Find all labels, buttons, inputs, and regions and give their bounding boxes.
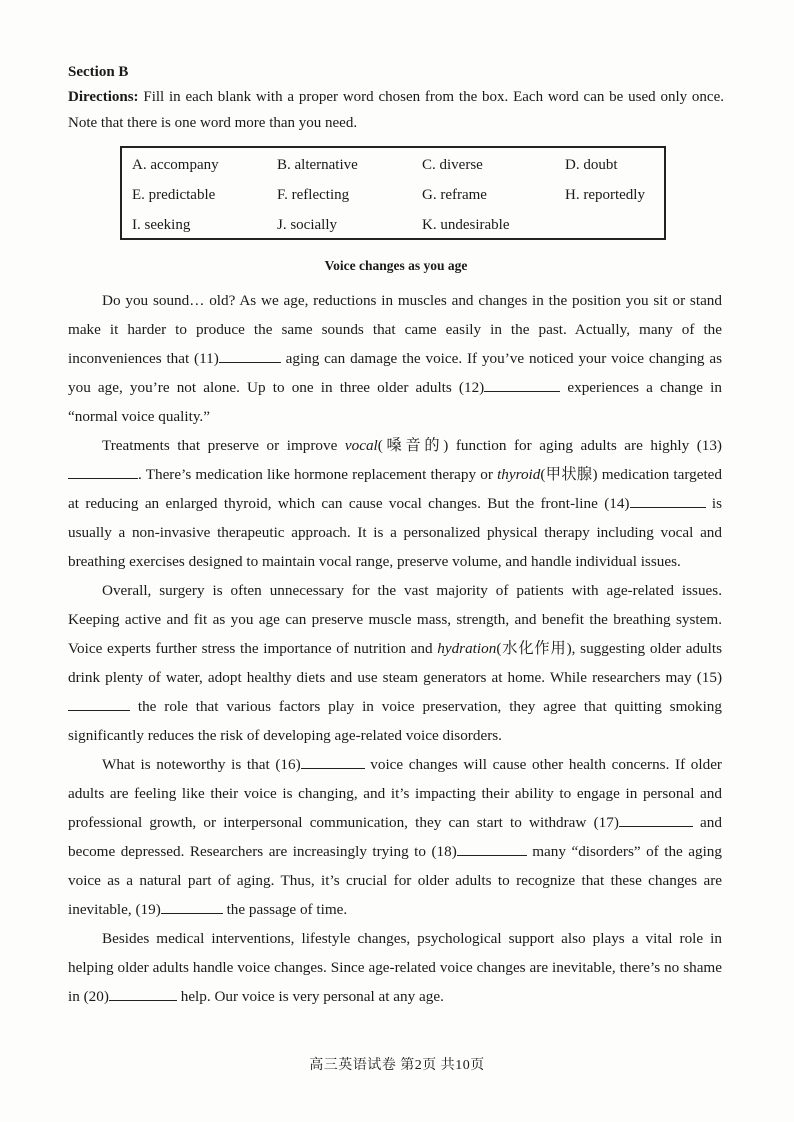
term-italic: hydration — [437, 640, 497, 657]
paragraph-text: Overall, surgery is often unnecessary for the vast majority of patients with age-related issues. Keeping active and fit as you age can preserve muscle mass, strength, and benefit the breathing system. Voice experts further stress the importance of nutrition and — [68, 582, 722, 657]
blank-11[interactable] — [219, 348, 281, 363]
term-gloss: (甲状腺) — [540, 466, 598, 483]
word-option: C. diverse — [422, 157, 483, 173]
blank-13[interactable] — [68, 464, 138, 479]
paragraph-3 — [68, 576, 722, 750]
paragraph-text: function for aging adults are highly (13) — [448, 437, 722, 454]
paragraph-text: , suggesting older adults drink plenty of water, adopt healthy diets and use steam generators at home. While researchers may (15) — [68, 640, 723, 686]
blank-12[interactable] — [484, 377, 560, 392]
paragraph-text: experiences a change in “normal voice quality.” — [68, 379, 722, 425]
paragraph-text: voice changes will cause other health concerns. If older adults are feeling like their voice is changing, and it’s impacting their ability to engage in personal and professional growth, or interpersonal communication, they can start to withdraw (17) — [68, 756, 722, 831]
blank-14[interactable] — [630, 493, 706, 508]
paragraph-text: . There’s medication like hormone replacement therapy or — [138, 466, 498, 483]
paragraph-text: the role that various factors play in voice preservation, they agree that quitting smoking significantly reduces the risk of developing age-related voice disorders. — [68, 698, 722, 744]
blank-15[interactable] — [68, 696, 130, 711]
directions-label: Directions: — [68, 89, 139, 105]
word-option: J. socially — [277, 217, 337, 233]
blank-20[interactable] — [109, 986, 177, 1001]
paragraph-1 — [68, 286, 722, 431]
blank-17[interactable] — [619, 812, 693, 827]
term-gloss: (水化作用) — [496, 640, 572, 657]
paragraph-text: many “disorders” of the aging voice as a natural part of aging. Thus, it’s crucial for older adults to recognize that these changes are inevitable, (19) — [68, 843, 722, 918]
paragraph-text: What is noteworthy is that (16) — [102, 756, 301, 773]
passage-title: Voice changes as you age — [324, 258, 468, 273]
word-option: F. reflecting — [277, 187, 350, 203]
paragraph-text: is usually a non-invasive therapeutic approach. It is a personalized physical therapy including vocal and breathing exercises designed to maintain vocal range, preserve volume, and handle individual issues. — [68, 495, 722, 570]
paragraph-text: and become depressed. Researchers are increasingly trying to (18) — [68, 814, 722, 860]
passage-body — [68, 286, 722, 1011]
blank-18[interactable] — [457, 841, 527, 856]
paragraph-text: the passage of time. — [222, 901, 348, 918]
paragraph-text: aging can damage the voice. If you’ve noticed your voice changing as you age, you’re not alone. Up to one in three older adults (12) — [68, 350, 722, 396]
paragraph-text: Besides medical interventions, lifestyle changes, psychological support also plays a vital role in helping older adults handle voice changes. Since age-related voice changes are inevitable, there’s no shame in (20) — [68, 930, 722, 1005]
page-footer: 高三英语试卷 第2页 共10页 — [309, 1058, 485, 1073]
paragraph-4 — [68, 750, 722, 924]
directions — [68, 84, 724, 136]
paragraph-text: Treatments that preserve or improve — [102, 437, 345, 454]
paragraph-2 — [68, 431, 722, 576]
word-option: H. reportedly — [565, 187, 645, 203]
word-option: E. predictable — [132, 187, 216, 203]
word-box — [120, 146, 666, 240]
directions-text: Fill in each blank with a proper word chosen from the box. Each word can be used only once. Note that there is one word more than you need. — [68, 89, 724, 131]
word-option: G. reframe — [422, 187, 487, 203]
word-option: I. seeking — [132, 217, 191, 233]
term-italic: thyroid — [497, 466, 541, 483]
blank-16[interactable] — [301, 754, 365, 769]
term-gloss: (嗓音的) — [377, 437, 449, 454]
paragraph-text: Do you sound… old? As we age, reductions in muscles and changes in the position you sit or stand make it harder to produce the same sounds that came easily in the past. Actually, many of the inconveniences that (11) — [68, 292, 722, 367]
paragraph-text: help. Our voice is very personal at any age. — [176, 988, 444, 1005]
blank-19[interactable] — [161, 899, 223, 914]
word-option: B. alternative — [277, 157, 358, 173]
paragraph-5 — [68, 924, 722, 1011]
exam-page — [68, 60, 724, 1005]
paragraph-text: medication targeted at reducing an enlarged thyroid, which can cause vocal changes. But the front-line (14) — [68, 466, 722, 512]
word-option: D. doubt — [565, 157, 618, 173]
word-option: K. undesirable — [422, 217, 510, 233]
section-title: Section B — [68, 64, 129, 80]
term-italic: vocal — [344, 437, 378, 454]
word-option: A. accompany — [132, 157, 219, 173]
